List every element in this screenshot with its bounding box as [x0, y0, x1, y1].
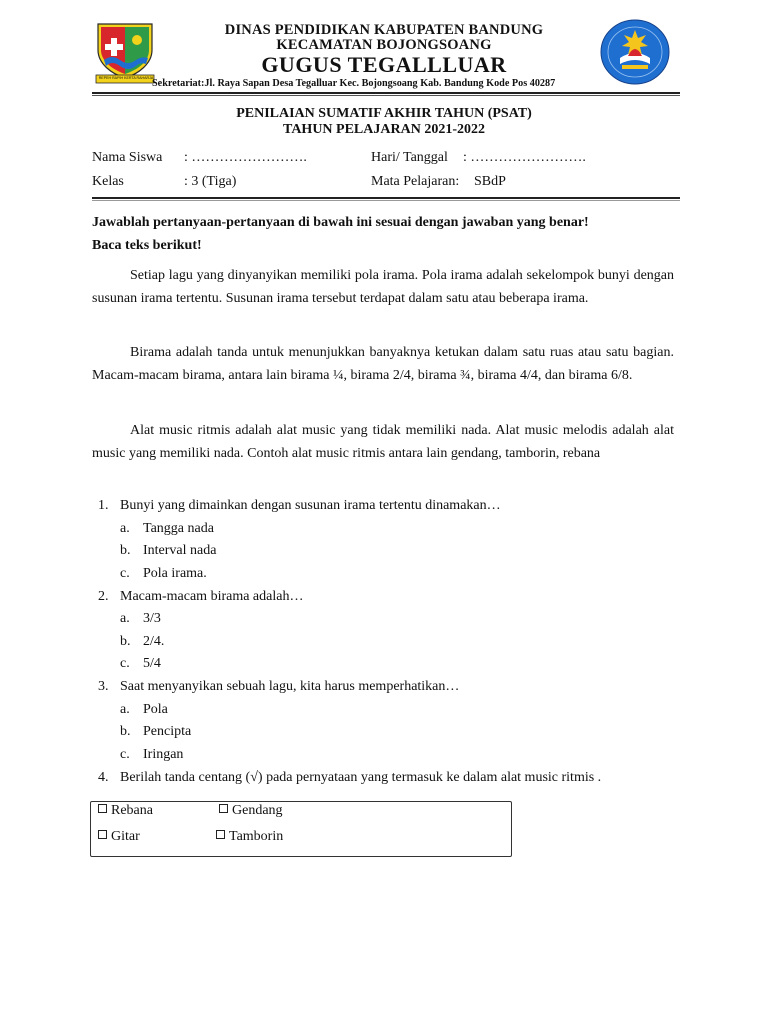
question-text: Saat menyanyikan sebuah lagu, kita harus memperhatikan… [120, 679, 460, 694]
checkbox-icon[interactable] [216, 830, 225, 839]
instruction-read: Baca teks berikut! [92, 238, 202, 253]
question-1-option-a[interactable]: a. Tangga nada [120, 521, 214, 536]
question-3 [98, 679, 459, 695]
question-1 [98, 498, 501, 514]
hari-tanggal-field[interactable]: : ……………………. [463, 150, 586, 165]
question-text: Macam-macam birama adalah… [120, 589, 304, 604]
question-number: 1. [98, 498, 109, 513]
kelas-label: Kelas [92, 174, 124, 189]
reading-paragraph: Setiap lagu yang dinyanyikan memiliki pola irama. Pola irama adalah sekelompok bunyi dengan susunan irama tertentu. Susunan irama tersebut terdapat dalam satu atau beberapa irama. [92, 268, 674, 306]
reading-paragraph: Birama adalah tanda untuk menunjukkan banyaknya ketukan dalam satu ruas atau satu bagian. Macam-macam birama, antara lain birama ¼, birama 2/4, birama ¾, birama 4/4, dan birama 6/8. [92, 345, 674, 383]
question-text: Bunyi yang dimainkan dengan susunan irama tertentu dinamakan… [120, 498, 501, 513]
checklist-label: Rebana [111, 803, 153, 818]
checkbox-icon[interactable] [219, 804, 228, 813]
question-text: Berilah tanda centang (√) pada pernyataan yang termasuk ke dalam alat music ritmis . [120, 770, 602, 785]
question-3-option-b[interactable]: b. Pencipta [120, 724, 192, 739]
header-cluster: GUGUS TEGALLLUAR [261, 52, 507, 77]
checklist-item-tamborin[interactable] [216, 829, 283, 845]
checkbox-icon[interactable] [98, 804, 107, 813]
question-2 [98, 589, 303, 605]
question-1-option-c[interactable]: c. Pola irama. [120, 566, 207, 581]
exam-title: PENILAIAN SUMATIF AKHIR TAHUN (PSAT) [236, 106, 532, 121]
mata-pelajaran-label: Mata Pelajaran: [371, 174, 460, 189]
question-2-option-b[interactable]: b. 2/4. [120, 634, 165, 649]
fields-divider-thin [92, 200, 680, 201]
checklist-label: Tamborin [229, 829, 284, 844]
question-number: 3. [98, 679, 109, 694]
header-agency: DINAS PENDIDIKAN KABUPATEN BANDUNG [224, 22, 544, 38]
header-divider [92, 92, 680, 94]
reading-paragraph: Alat music ritmis adalah alat music yang tidak memiliki nada. Alat music melodis adalah alat music yang memiliki nada. Contoh alat music ritmis antara lain gendang, tamborin, rebana [92, 423, 674, 461]
question-2-option-c[interactable]: c. 5/4 [120, 656, 161, 671]
question-1-option-b[interactable]: b. Interval nada [120, 543, 217, 558]
hari-tanggal-label: Hari/ Tanggal [371, 150, 448, 165]
header-divider-thin [92, 95, 680, 96]
checklist-item-gitar[interactable] [98, 829, 140, 845]
question-3-option-c[interactable]: c. Iringan [120, 747, 184, 762]
checklist-box [90, 801, 512, 857]
question-number: 2. [98, 589, 109, 604]
question-4 [98, 770, 601, 786]
question-3-option-a[interactable]: a. Pola [120, 702, 168, 717]
checklist-label: Gitar [111, 829, 140, 844]
instruction-main: Jawablah pertanyaan-pertanyaan di bawah ini sesuai dengan jawaban yang benar! [92, 215, 589, 230]
nama-siswa-label: Nama Siswa [92, 150, 163, 165]
question-2-option-a[interactable]: a. 3/3 [120, 611, 161, 626]
exam-year: TAHUN PELAJARAN 2021-2022 [283, 122, 485, 137]
question-number: 4. [98, 770, 109, 785]
mata-pelajaran-value: SBdP [474, 174, 506, 189]
fields-divider [92, 197, 680, 199]
checklist-label: Gendang [232, 803, 283, 818]
kelas-value: : 3 (Tiga) [184, 174, 237, 189]
checklist-item-gendang[interactable] [219, 803, 283, 819]
nama-siswa-field[interactable]: : ……………………. [184, 150, 307, 165]
checklist-item-rebana[interactable] [98, 803, 153, 819]
header-district: KECAMATAN BOJONGSOANG [276, 37, 492, 53]
header-address: Sekretariat:Jl. Raya Sapan Desa Tegalluar Kec. Bojongsoang Kab. Bandung Kode Pos 40287 [152, 78, 556, 89]
left-logo-motto: REPEH RAPIH KERTA RAHARJA [98, 76, 154, 80]
checkbox-icon[interactable] [98, 830, 107, 839]
